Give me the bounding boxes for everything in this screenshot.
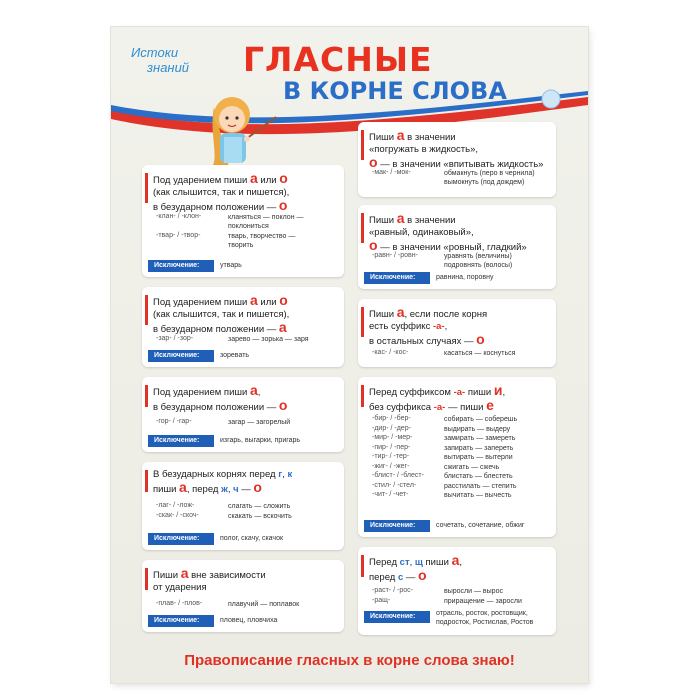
highlighted-letter: щ (414, 557, 423, 568)
rule-text (153, 172, 289, 214)
rule-text (369, 384, 505, 414)
example-root: -мак- / -мок- (372, 169, 411, 176)
rule-text-part: , (282, 469, 288, 480)
rule-card-right-5 (358, 547, 556, 635)
exception-row (358, 607, 556, 627)
example-words: запирать — запереть (444, 444, 514, 452)
rule-text-part: (как слышится, так и пишется), (153, 187, 290, 198)
rule-text (153, 384, 287, 414)
exception-text: равнина, поровну (436, 274, 494, 281)
example-root: -раст- / -рос- (372, 587, 413, 594)
highlighted-letter: а (396, 210, 405, 226)
example-words: расстилать — степить (444, 482, 517, 490)
rule-text-part: пиши (153, 484, 180, 495)
example-root: -стил- / -стел- (372, 481, 417, 489)
example-words: зарево — зорька — заря (228, 336, 309, 343)
rule-card-right-2 (358, 205, 556, 289)
example-words: касаться — коснуться (444, 350, 516, 357)
rule-text (369, 212, 527, 254)
example-root: -пир- / -пер- (372, 443, 411, 451)
highlighted-letter: с (397, 572, 404, 583)
example-root: -чит- / -чет- (372, 491, 409, 498)
rule-text-part: , (502, 387, 506, 398)
rule-text-part: есть суффикс (369, 321, 433, 332)
example-words: загар — загорелый (228, 419, 291, 426)
example-root: -блист- / -блест- (372, 472, 424, 479)
example-root: -плав- / -плов- (156, 600, 203, 607)
example-words: сжигать — сжечь (444, 463, 500, 471)
highlighted-letter: о (278, 397, 288, 413)
example-words: скакать — вскочить (228, 512, 292, 520)
rule-text-part: вне зависимости (188, 570, 266, 581)
example-root: -равн- / -ровн- (372, 252, 418, 259)
title-line2: В КОРНЕ СЛОВА (283, 77, 507, 105)
exception-row (142, 350, 344, 362)
example-words: приращение — заросли (444, 597, 522, 605)
rule-text (369, 306, 487, 348)
highlighted-letter: а (249, 292, 258, 308)
exception-label: Исключение: (364, 611, 430, 623)
rule-text-part: пиши (465, 387, 494, 398)
exception-label: Исключение: (364, 272, 430, 284)
example-root: -лаг- / -лож- (156, 502, 195, 509)
rule-marker (145, 173, 148, 203)
example-root: -клан- / -клон- (156, 213, 202, 220)
logo-line2: знаний (147, 60, 190, 75)
rule-card-left-4 (142, 462, 344, 550)
highlighted-letter: а (396, 127, 405, 143)
highlighted-letter: а (249, 170, 258, 186)
highlighted-letter: о (279, 292, 288, 308)
example-words: плавучий — поплавок (228, 601, 300, 608)
rule-text-part: Пиши (369, 309, 397, 320)
rule-text-part: или (257, 175, 280, 186)
highlighted-letter: -а- (432, 321, 445, 332)
exception-label: Исключение: (364, 520, 430, 532)
exception-row (142, 533, 344, 545)
example-root: -гор- / -гар- (156, 418, 192, 425)
rule-text-part: — (403, 572, 419, 583)
rule-marker (145, 385, 148, 407)
exception-row (142, 435, 344, 447)
example-words: вытирать — вытерли (444, 454, 513, 461)
example-root: -тир- / -тер- (372, 453, 410, 460)
example-root: -мир- / -мер- (372, 434, 413, 441)
highlighted-letter: о (369, 154, 378, 170)
rule-text-part: , (409, 557, 415, 568)
example-words: тварь, творчество — творить (228, 233, 296, 249)
rule-text-part: — пиши (445, 402, 487, 413)
highlighted-letter: -а- (453, 387, 466, 398)
rule-text (369, 129, 543, 171)
rule-marker (145, 568, 148, 590)
example-words: собирать — соберешь (444, 416, 518, 423)
rule-text-part: , (257, 387, 261, 398)
highlighted-letter: о (476, 331, 485, 347)
exception-text: утварь (220, 262, 242, 269)
rule-text-part: перед (369, 572, 398, 583)
rule-text-part: В безударных корнях перед (153, 469, 279, 480)
rule-text-part: Пиши (369, 215, 397, 226)
example-root: -твар- / -твор- (156, 232, 201, 239)
example-words: блистать — блестеть (444, 473, 513, 480)
exception-text: отрасль, росток, ростовщик, подросток, Ростислав, Ростов (436, 610, 534, 626)
rule-text-part: Перед суффиксом (369, 387, 454, 398)
rule-text-part: — (238, 484, 254, 495)
example-words: выросли — вырос (444, 588, 503, 595)
rule-text-part: «погружать в жидкость», (369, 144, 478, 155)
exception-label: Исключение: (148, 615, 214, 627)
rule-text-part: , перед (186, 484, 222, 495)
rule-text-part: в значении (404, 132, 456, 143)
rule-text-part: , (459, 557, 462, 568)
rule-marker (361, 130, 364, 160)
rule-marker (361, 307, 364, 337)
rule-text-part: , если после корня (404, 309, 488, 320)
rule-marker (145, 295, 148, 325)
rule-text-part: Под ударением пиши (153, 387, 250, 398)
highlighted-letter: а (278, 319, 287, 335)
rule-text-part: без суффикса (369, 402, 434, 413)
rule-card-right-3 (358, 299, 556, 367)
exception-row (358, 272, 556, 284)
exception-text: изгарь, выгарки, пригарь (220, 437, 301, 444)
rule-marker (361, 555, 364, 577)
highlighted-letter: ст (399, 557, 410, 568)
highlighted-letter: о (278, 197, 288, 213)
highlighted-letter: а (396, 304, 405, 320)
rule-text (153, 294, 289, 336)
rule-card-left-1 (142, 165, 344, 277)
highlighted-letter: о (369, 237, 378, 253)
footer-slogan: Правописание гласных в корне слова знаю! (184, 652, 515, 669)
example-root: -бир- / -бер- (372, 415, 411, 422)
exception-label: Исключение: (148, 260, 214, 272)
rule-text-part: Под ударением пиши (153, 297, 250, 308)
exception-label: Исключение: (148, 350, 214, 362)
exception-text: полог, скачу, скачок (220, 535, 284, 542)
exception-row (142, 260, 344, 272)
logo-line1: Истоки (131, 45, 179, 60)
highlighted-letter: е (486, 397, 494, 413)
rule-text-part: Пиши (153, 570, 181, 581)
rule-card-left-3 (142, 377, 344, 452)
highlighted-letter: -а- (433, 402, 446, 413)
rule-text-part: или (257, 297, 280, 308)
rule-card-right-4 (358, 377, 556, 537)
rule-text-part: , (227, 484, 234, 495)
highlighted-letter: ч (233, 484, 239, 495)
rule-text-part: в безударном положении — (153, 324, 279, 335)
highlighted-letter: а (179, 479, 187, 495)
highlighted-letter: к (287, 469, 293, 480)
example-root: -зар- / -зор- (156, 335, 194, 342)
rule-text-part: от ударения (153, 582, 207, 593)
rule-text-part: , (444, 321, 448, 332)
example-root: -кас- / -кос- (372, 349, 409, 356)
highlighted-letter: о (418, 567, 427, 583)
rule-marker (145, 470, 148, 492)
rule-text-part: в безударном положении — (153, 402, 279, 413)
rule-card-right-1 (358, 122, 556, 197)
exception-label: Исключение: (148, 435, 214, 447)
poster (111, 27, 588, 683)
example-root: -скак- / -скоч- (156, 511, 199, 519)
rule-text-part: Пиши (369, 132, 397, 143)
rule-marker (361, 385, 364, 407)
rule-text-part: (как слышится, так и пишется), (153, 309, 290, 320)
rule-text-part: — в значении «впитывать жидкость» (377, 159, 544, 170)
highlighted-letter: ж (221, 484, 228, 495)
rule-text-part: в безударном положении — (153, 202, 279, 213)
highlighted-letter: о (253, 479, 262, 495)
highlighted-letter: о (279, 170, 288, 186)
highlighted-letter: и (493, 382, 503, 398)
exception-text: пловец, пловчиха (220, 617, 278, 624)
example-words: вычитать — вычесть (444, 492, 512, 499)
example-words: замирать — замереть (444, 435, 516, 442)
example-root: -жиг- / -жег- (372, 462, 410, 470)
rule-text (153, 567, 266, 594)
exception-row (142, 615, 344, 627)
rule-text (369, 554, 462, 584)
exception-label: Исключение: (148, 533, 214, 545)
example-words: кланяться — поклон — поклониться (228, 214, 304, 230)
logo (121, 45, 216, 89)
example-root: -ращ- (372, 596, 391, 604)
girl-illustration (194, 87, 284, 167)
exception-text: зоревать (220, 352, 250, 359)
exception-row (358, 520, 556, 532)
example-words: слагать — сложить (228, 503, 291, 510)
rule-text-part: Под ударением пиши (153, 175, 250, 186)
exception-text: сочетать, сочетание, обжиг (436, 522, 525, 529)
rule-marker (361, 213, 364, 243)
example-words: выдирать — выдеру (444, 425, 511, 433)
rule-card-left-5 (142, 560, 344, 632)
rule-text (153, 469, 292, 496)
highlighted-letter: а (249, 382, 258, 398)
highlighted-letter: а (180, 565, 189, 581)
example-words: уравнять (величины) подровнять (волосы) (444, 253, 513, 269)
rule-text-part: в остальных случаях — (369, 336, 477, 347)
rule-text-part: — в значении «ровный, гладкий» (377, 242, 527, 253)
rule-text-part: «равный, одинаковый», (369, 227, 474, 238)
rule-card-left-2 (142, 287, 344, 367)
example-words: обмакнуть (перо в чернила) вымокнуть (под дождем) (444, 170, 535, 186)
title-line1: ГЛАСНЫЕ (243, 40, 433, 79)
rule-text-part: Перед (369, 557, 400, 568)
rule-text-part: в значении (404, 215, 456, 226)
rule-text-part: пиши (422, 557, 452, 568)
highlighted-letter: а (451, 552, 460, 568)
highlighted-letter: г (278, 469, 283, 480)
example-root: -дир- / -дер- (372, 424, 411, 432)
